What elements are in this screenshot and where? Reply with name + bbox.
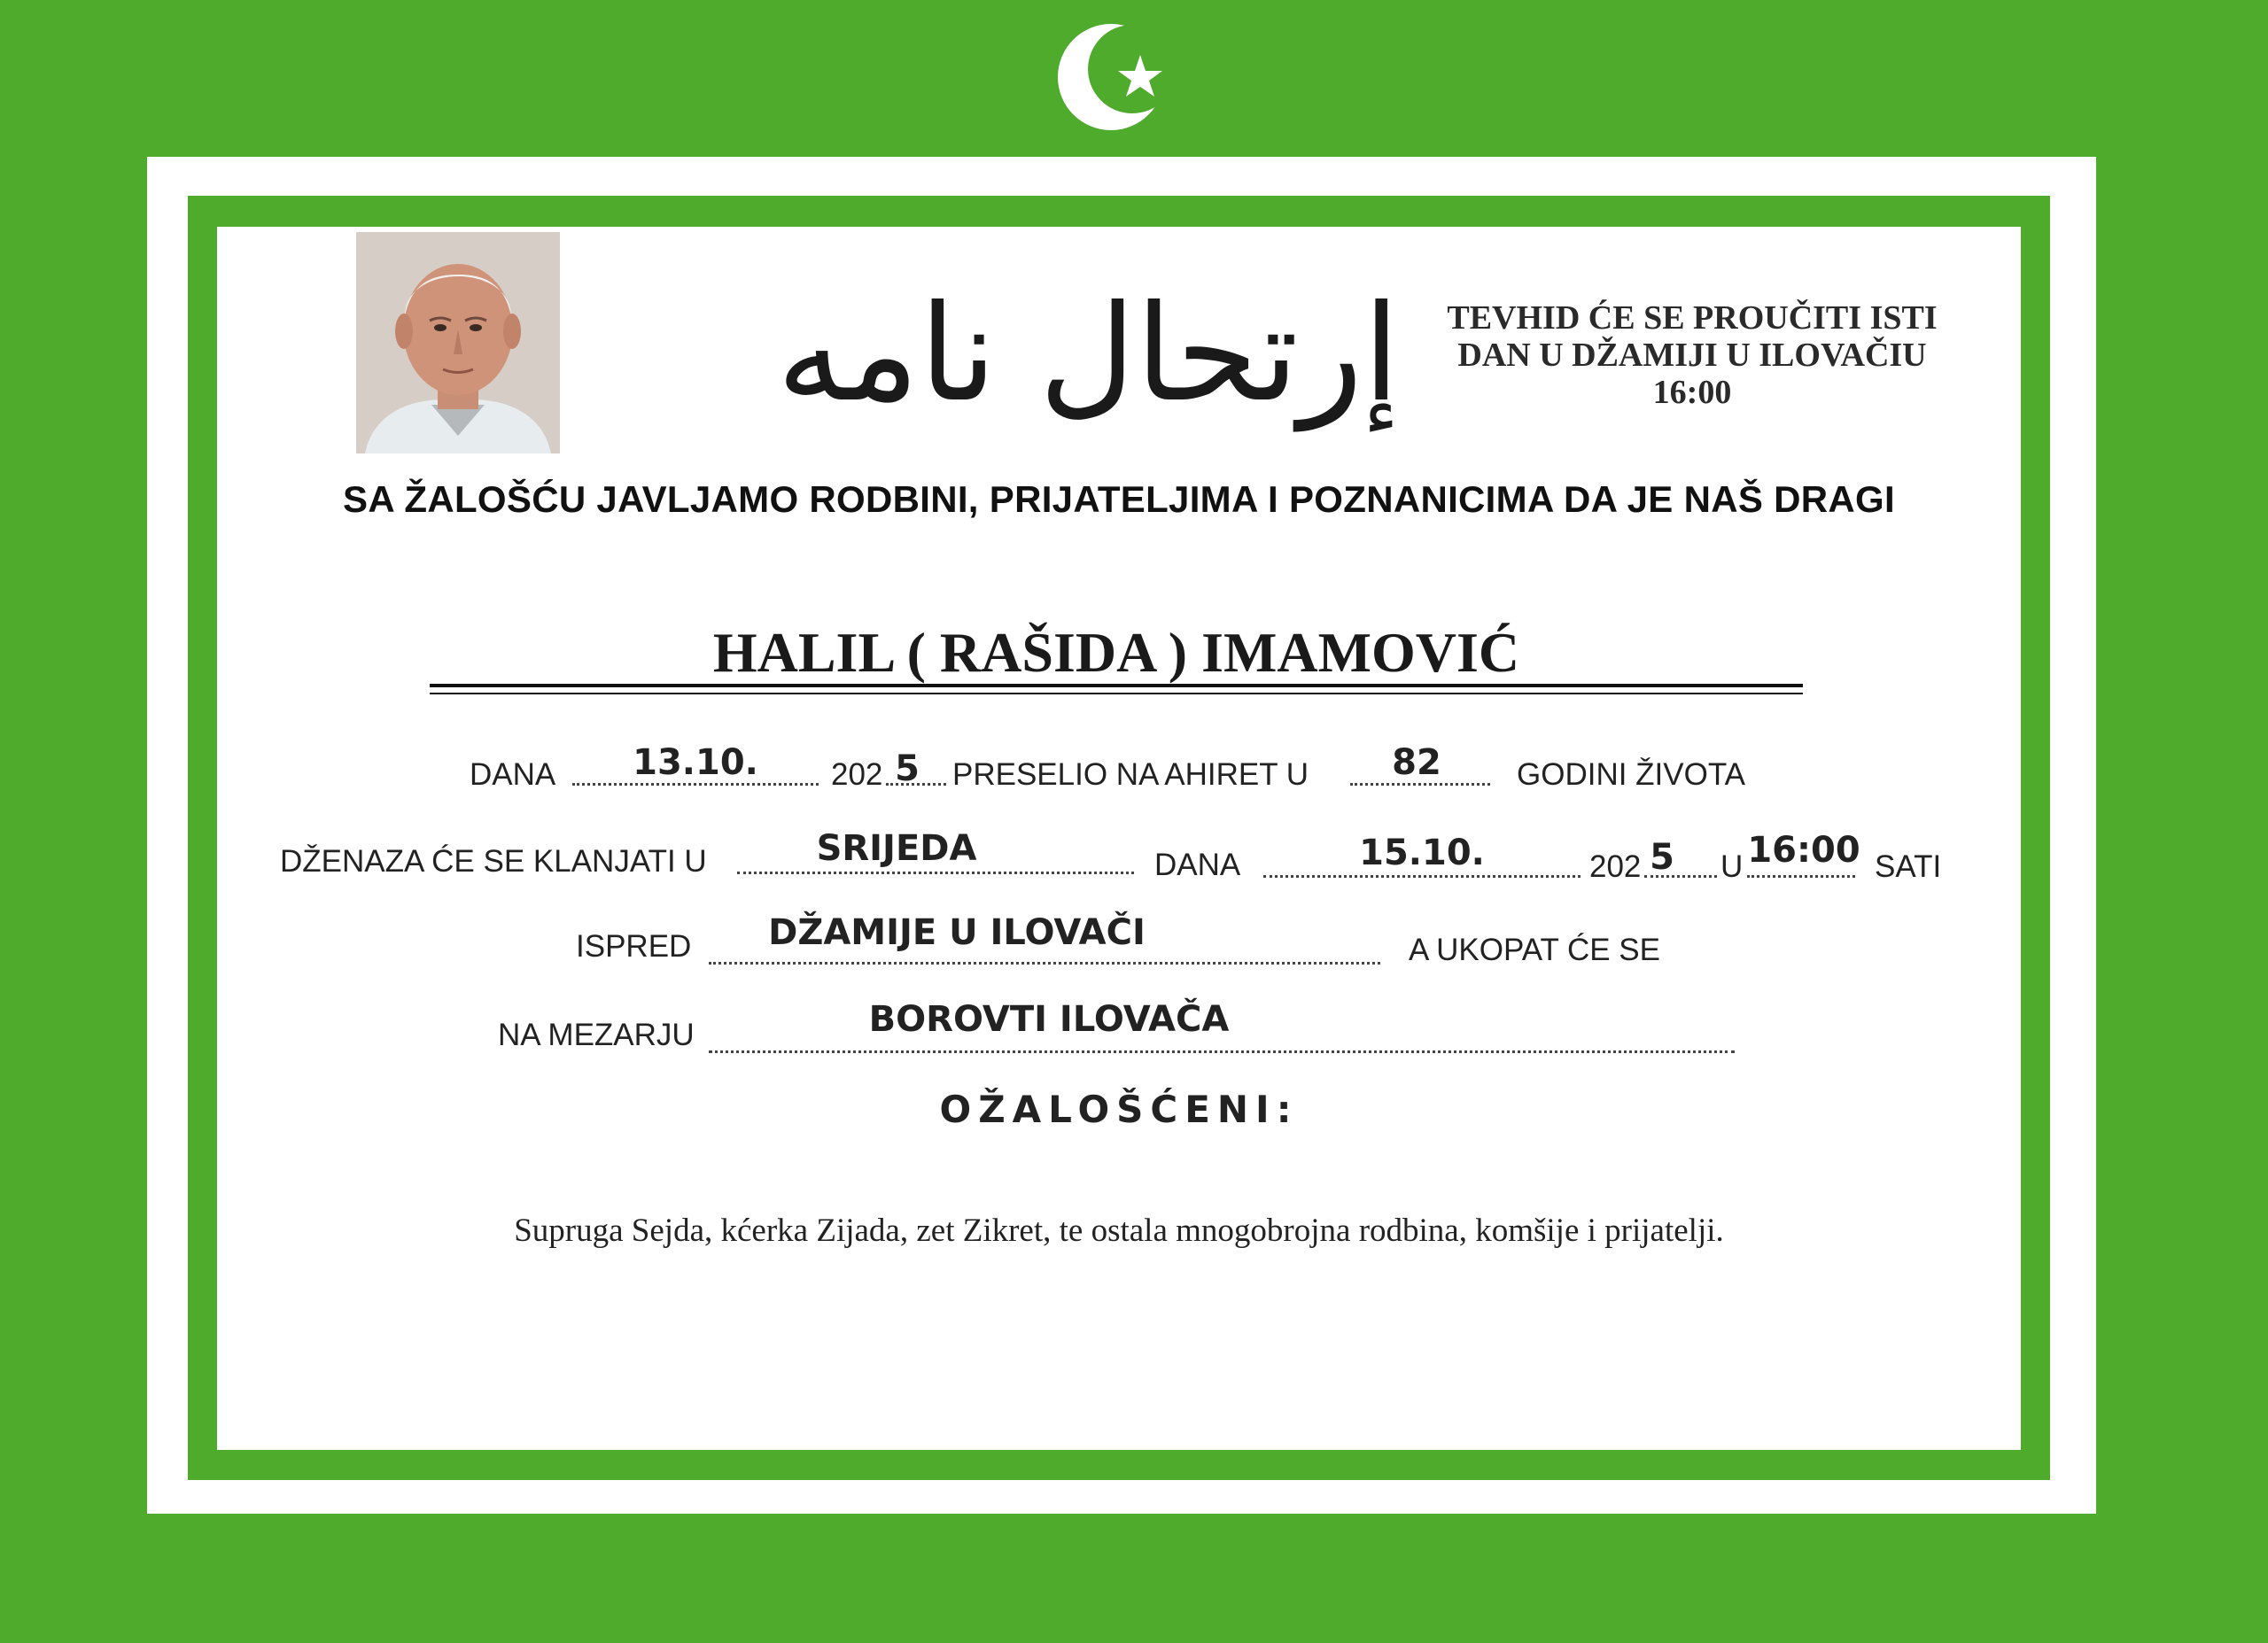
tevhid-line-2: DAN U DŽAMIJI U ILOVAČIU [1457,337,1927,374]
death-date-value: 13.10. [633,742,758,783]
name-underline-thin [430,693,1803,694]
funeral-year-digit: 5 [1650,837,1674,878]
weekday-line [737,872,1134,874]
mourners-text: Supruga Sejda, kćerka Zijada, zet Zikret, te ostala mnogobrojna rodbina, komšije i prijatelji. [514,1213,1724,1249]
ispred-label: ISPRED [576,929,692,964]
cemetery-line [709,1050,1735,1053]
funeral-date-line [1263,875,1581,878]
death-year-digit: 5 [895,748,920,789]
arabic-title: إرتحال نامه [776,277,1400,431]
moved-label: PRESELIO NA AHIRET U [952,757,1309,792]
tevhid-line-1: TEVHID ĆE SE PROUČITI ISTI [1447,299,1938,337]
funeral-time-line [1747,875,1855,878]
mourners-title: OŽALOŠĆENI: [939,1088,1299,1131]
tevhid-time: 16:00 [1652,374,1732,411]
funeral-year-prefix: 202 [1589,849,1642,884]
tevhid-notice [1409,299,1976,411]
portrait-photo [356,232,560,453]
cemetery-value: BOROVTI ILOVAČA [868,999,1230,1040]
crescent-star-icon [1056,19,1180,135]
funeral-date-value: 15.10. [1359,833,1485,873]
cemetery-label: NA MEZARJU [498,1018,695,1052]
funeral-dana-label: DANA [1154,848,1241,882]
sati-label: SATI [1875,849,1942,884]
name-underline [430,684,1803,687]
age-line [1350,783,1490,786]
death-date-line [572,783,819,786]
announcement-text: SA ŽALOŠĆU JAVLJAMO RODBINI, PRIJATELJIMA I POZNANICIMA DA JE NAŠ DRAGI [343,478,1895,520]
burial-label: A UKOPAT ĆE SE [1409,933,1660,967]
funeral-time-value: 16:00 [1747,830,1860,871]
funeral-u-label: U [1720,849,1744,884]
prayer-label: DŽENAZA ĆE SE KLANJATI U [280,844,707,879]
deceased-name: HALIL ( RAŠIDA ) IMAMOVIĆ [712,621,1520,684]
death-year-prefix: 202 [831,757,883,792]
mosque-line [709,962,1380,965]
weekday-value: SRIJEDA [816,828,977,869]
death-dana-label: DANA [470,757,556,792]
mosque-value: DŽAMIJE U ILOVAČI [768,912,1146,953]
age-value: 82 [1392,742,1441,783]
age-label: GODINI ŽIVOTA [1517,757,1745,792]
